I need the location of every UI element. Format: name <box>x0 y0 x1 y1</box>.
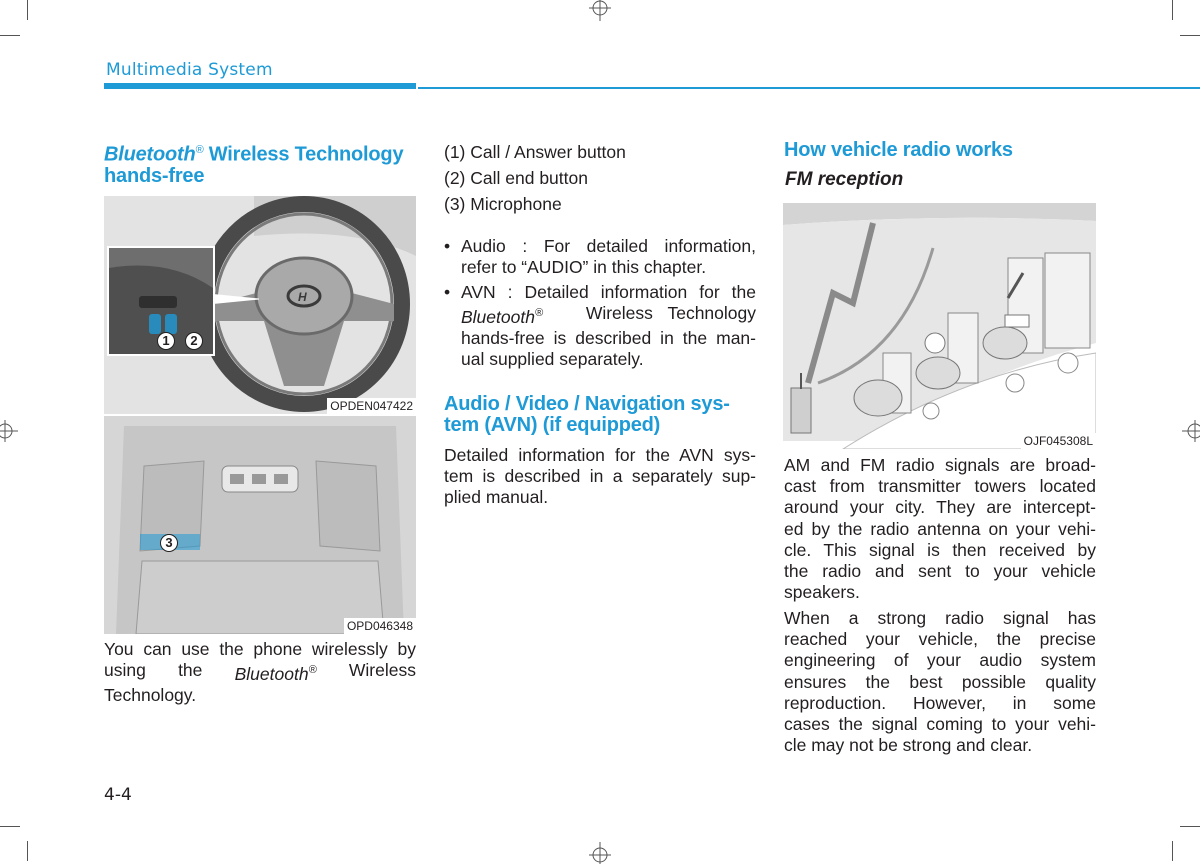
inset-closeup <box>107 246 215 356</box>
callout-2: 2 <box>185 332 203 350</box>
callout-1: 1 <box>157 332 175 350</box>
list-item: (1) Call / Answer button <box>444 142 626 162</box>
overhead-console-image <box>104 416 416 634</box>
crop-mark <box>0 826 20 827</box>
image-code: OPD046348 <box>344 618 416 634</box>
header-rule-thick <box>104 83 416 89</box>
heading-radio-works: How vehicle radio works <box>784 139 1013 161</box>
text-line: Technology. <box>104 684 197 705</box>
text-line: around your city. They are intercept- <box>784 497 1096 518</box>
text-line: engineering of your audio system <box>784 650 1096 671</box>
text-line: Detailed information for the AVN sys- <box>444 445 756 465</box>
page-number: 4-4 <box>104 785 132 805</box>
svg-text:H: H <box>298 290 307 304</box>
text-line: When a strong radio signal has <box>784 608 1096 628</box>
crop-mark <box>1180 35 1200 36</box>
word <box>235 660 317 685</box>
text-line <box>104 660 416 685</box>
heading-bluetooth-handsfree <box>104 140 420 187</box>
text-line: cast from transmitter towers located <box>784 476 1096 497</box>
crop-mark <box>0 35 20 36</box>
text-line: Audio : For detailed information, <box>461 236 756 256</box>
text-line: hands-free is described in the man- <box>461 327 756 348</box>
overhead-console-illustration <box>104 416 416 634</box>
radio-paragraph-1 <box>784 455 1096 603</box>
registered-mark: ® <box>308 664 317 676</box>
registration-mark-icon <box>1182 420 1200 442</box>
section-title: Multimedia System <box>106 60 273 80</box>
bluetooth-word: Bluetooth <box>234 663 309 684</box>
word <box>461 303 543 328</box>
text-line: AM and FM radio signals are broad- <box>784 455 1096 475</box>
subheading-fm-reception: FM reception <box>785 169 904 190</box>
bullet-dot: • <box>444 236 451 256</box>
text-line: cases the signal coming to your vehi- <box>784 714 1096 735</box>
word: using <box>104 660 146 680</box>
text-line: You can use the phone wirelessly by <box>104 639 416 659</box>
heading-avn <box>444 394 760 436</box>
header-rule-thin <box>418 87 1200 89</box>
crop-mark <box>1172 0 1173 20</box>
fm-reception-image <box>783 203 1096 449</box>
image-code: OPDEN047422 <box>327 398 416 414</box>
word: the <box>178 660 203 680</box>
crop-mark <box>1180 826 1200 827</box>
text-line: ensures the best possible quality <box>784 671 1096 692</box>
button-list <box>444 139 756 217</box>
text-line: AVN : Detailed information for the <box>461 282 756 302</box>
crop-mark <box>1172 841 1173 861</box>
bluetooth-word: Bluetooth <box>461 306 535 327</box>
list-item: (3) Microphone <box>444 194 562 214</box>
text-line: tem is described in a separately sup- <box>444 466 756 486</box>
fm-reception-illustration <box>783 203 1096 449</box>
bullet-item <box>444 236 756 278</box>
text-line: speakers. <box>784 582 860 603</box>
text-line: cle may not be strong and clear. <box>784 735 1033 756</box>
text-line: refer to “AUDIO” in this chapter. <box>461 257 707 277</box>
text-line: ed by the radio antenna on your vehi- <box>784 518 1096 539</box>
text-line: cle. This signal is then received by <box>784 539 1096 560</box>
col1-paragraph <box>104 639 416 706</box>
bullet-dot: • <box>444 282 451 302</box>
heading-text: hands-free <box>104 164 205 187</box>
avn-paragraph <box>444 445 756 508</box>
text-line: plied manual. <box>444 487 549 507</box>
bullet-item <box>444 282 756 370</box>
heading-line: Audio / Video / Navigation sys- <box>444 393 730 415</box>
registration-mark-icon <box>589 0 611 21</box>
text-line: reached your vehicle, the precise <box>784 629 1096 650</box>
registered-mark: ® <box>195 144 204 156</box>
word: Wireless Technology <box>585 303 756 323</box>
list-item: (2) Call end button <box>444 168 588 188</box>
registered-mark: ® <box>534 307 544 319</box>
crop-mark <box>27 0 28 20</box>
radio-paragraph-2 <box>784 608 1096 756</box>
text-line: ual supplied separately. <box>461 348 644 369</box>
heading-line: tem (AVN) (if equipped) <box>444 414 661 436</box>
crop-mark <box>27 841 28 861</box>
steering-wheel-image <box>104 196 416 414</box>
text-line: the radio and sent to your vehicle <box>784 561 1096 582</box>
registration-mark-icon <box>0 420 18 442</box>
image-code: OJF045308L <box>1021 433 1096 449</box>
heading-text: Wireless Technology <box>203 143 404 166</box>
text-line: reproduction. However, in some <box>784 692 1096 713</box>
callout-3: 3 <box>160 534 178 552</box>
word: Wireless <box>348 660 416 680</box>
text-line <box>461 303 756 328</box>
heading-bluetooth-word: Bluetooth <box>104 143 196 166</box>
